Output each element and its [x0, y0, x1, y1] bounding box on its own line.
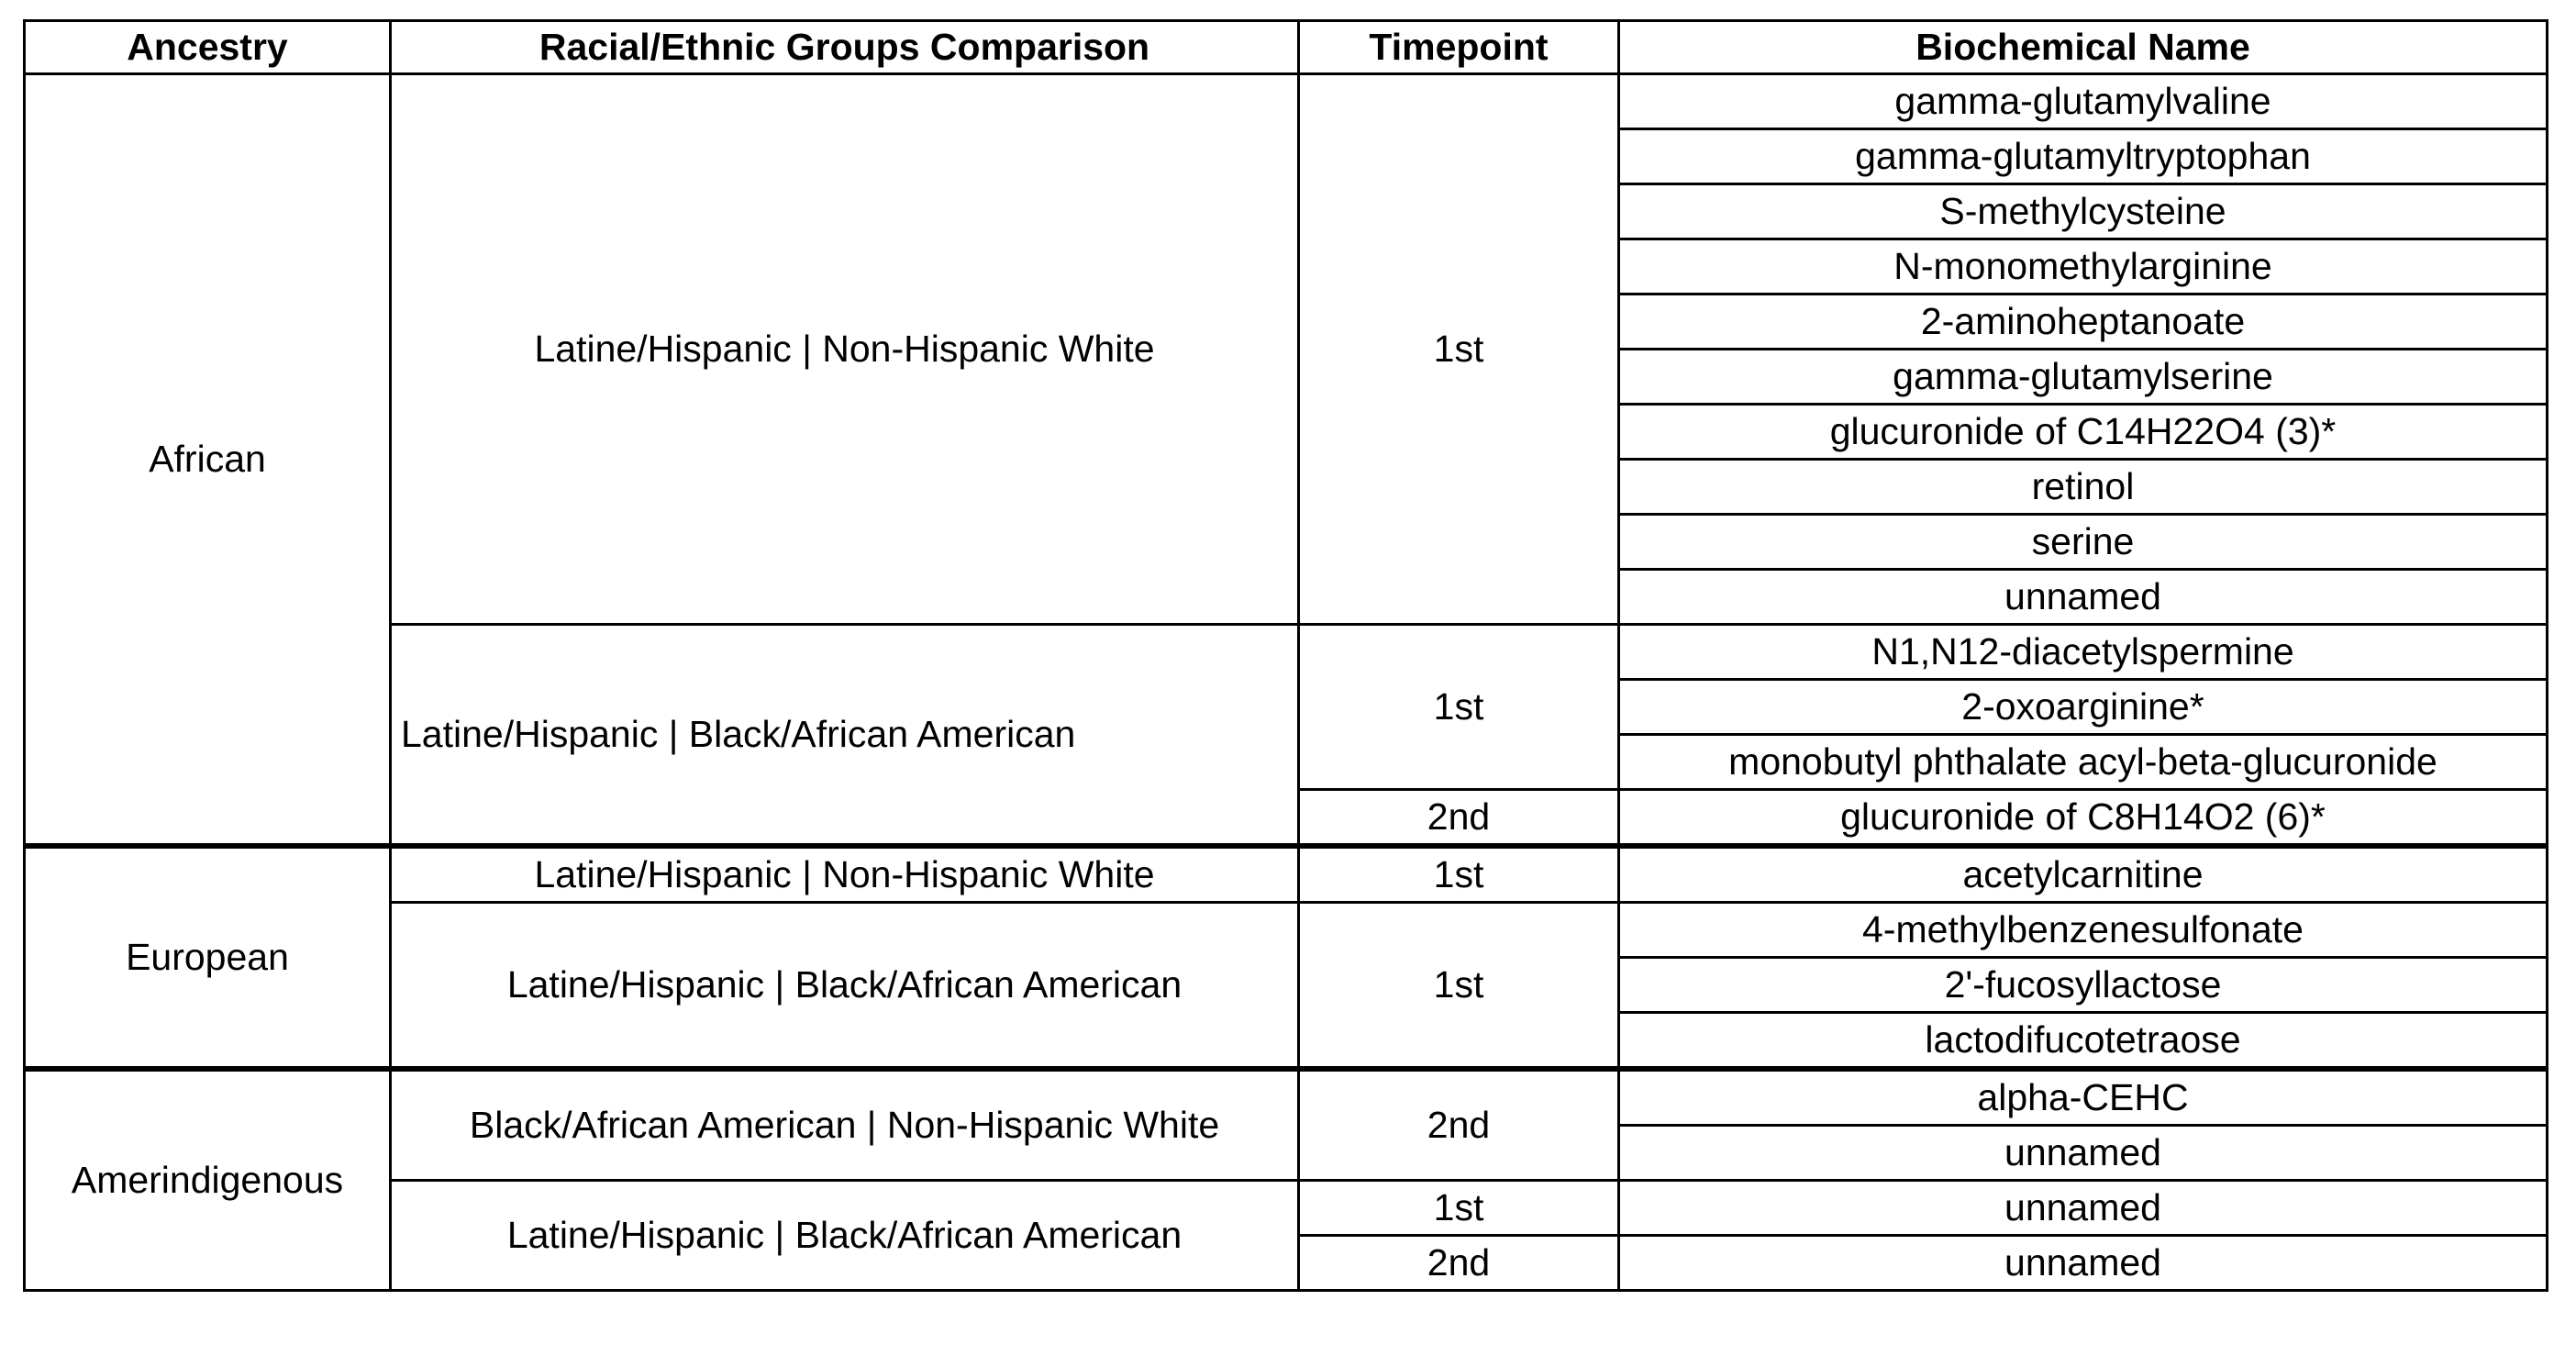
table-row	[25, 74, 2548, 129]
comparison-cell: Latine/Hispanic | Non-Hispanic White	[391, 74, 1299, 625]
biochemical-name-cell: glucuronide of C14H22O4 (3)*	[1619, 405, 2548, 460]
timepoint-cell: 2nd	[1299, 1236, 1619, 1291]
timepoint-cell: 2nd	[1299, 1069, 1619, 1181]
biochemical-name-cell: gamma-glutamylvaline	[1619, 74, 2548, 129]
biochemical-name-cell: S-methylcysteine	[1619, 184, 2548, 239]
table-row	[25, 903, 2548, 958]
table-row	[25, 846, 2548, 903]
biochemical-name-cell: monobutyl phthalate acyl-beta-glucuronide	[1619, 735, 2548, 790]
comparison-cell: Latine/Hispanic | Non-Hispanic White	[391, 846, 1299, 903]
header-row	[25, 21, 2548, 74]
timepoint-cell: 1st	[1299, 903, 1619, 1070]
biochemical-name-cell: gamma-glutamylserine	[1619, 350, 2548, 405]
biochemical-name-cell: N1,N12-diacetylspermine	[1619, 625, 2548, 680]
biochemical-name-cell: 4-methylbenzenesulfonate	[1619, 903, 2548, 958]
timepoint-cell: 1st	[1299, 74, 1619, 625]
table-row	[25, 1069, 2548, 1126]
comparison-cell: Latine/Hispanic | Black/African American	[391, 625, 1299, 847]
comparison-cell: Latine/Hispanic | Black/African American	[391, 903, 1299, 1070]
table-row	[25, 1181, 2548, 1236]
header-biochemical-name: Biochemical Name	[1619, 21, 2548, 74]
biochemical-name-cell: gamma-glutamyltryptophan	[1619, 129, 2548, 184]
table-body	[25, 74, 2548, 1291]
biochemical-name-cell: unnamed	[1619, 570, 2548, 625]
comparison-cell: Latine/Hispanic | Black/African American	[391, 1181, 1299, 1291]
biochemical-name-cell: 2-aminoheptanoate	[1619, 295, 2548, 350]
biochemical-name-cell: 2-oxoarginine*	[1619, 680, 2548, 735]
ancestry-cell: Amerindigenous	[25, 1069, 391, 1291]
biochemical-name-cell: alpha-CEHC	[1619, 1069, 2548, 1126]
biochemical-name-cell: retinol	[1619, 460, 2548, 515]
biochemical-name-cell: acetylcarnitine	[1619, 846, 2548, 903]
timepoint-cell: 1st	[1299, 846, 1619, 903]
timepoint-cell: 1st	[1299, 1181, 1619, 1236]
biochemical-name-cell: unnamed	[1619, 1181, 2548, 1236]
biochemical-name-cell: 2'-fucosyllactose	[1619, 958, 2548, 1013]
biochemical-table	[23, 19, 2548, 1292]
timepoint-cell: 1st	[1299, 625, 1619, 790]
biochemical-name-cell: lactodifucotetraose	[1619, 1013, 2548, 1070]
ancestry-cell: European	[25, 846, 391, 1069]
header-comparison: Racial/Ethnic Groups Comparison	[391, 21, 1299, 74]
timepoint-cell: 2nd	[1299, 790, 1619, 847]
comparison-cell: Black/African American | Non-Hispanic White	[391, 1069, 1299, 1181]
biochemical-name-cell: N-monomethylarginine	[1619, 239, 2548, 295]
header-timepoint: Timepoint	[1299, 21, 1619, 74]
biochemical-name-cell: glucuronide of C8H14O2 (6)*	[1619, 790, 2548, 847]
biochemical-name-cell: serine	[1619, 515, 2548, 570]
biochemical-name-cell: unnamed	[1619, 1236, 2548, 1291]
ancestry-cell: African	[25, 74, 391, 847]
table-row	[25, 625, 2548, 680]
header-ancestry: Ancestry	[25, 21, 391, 74]
biochemical-name-cell: unnamed	[1619, 1126, 2548, 1181]
